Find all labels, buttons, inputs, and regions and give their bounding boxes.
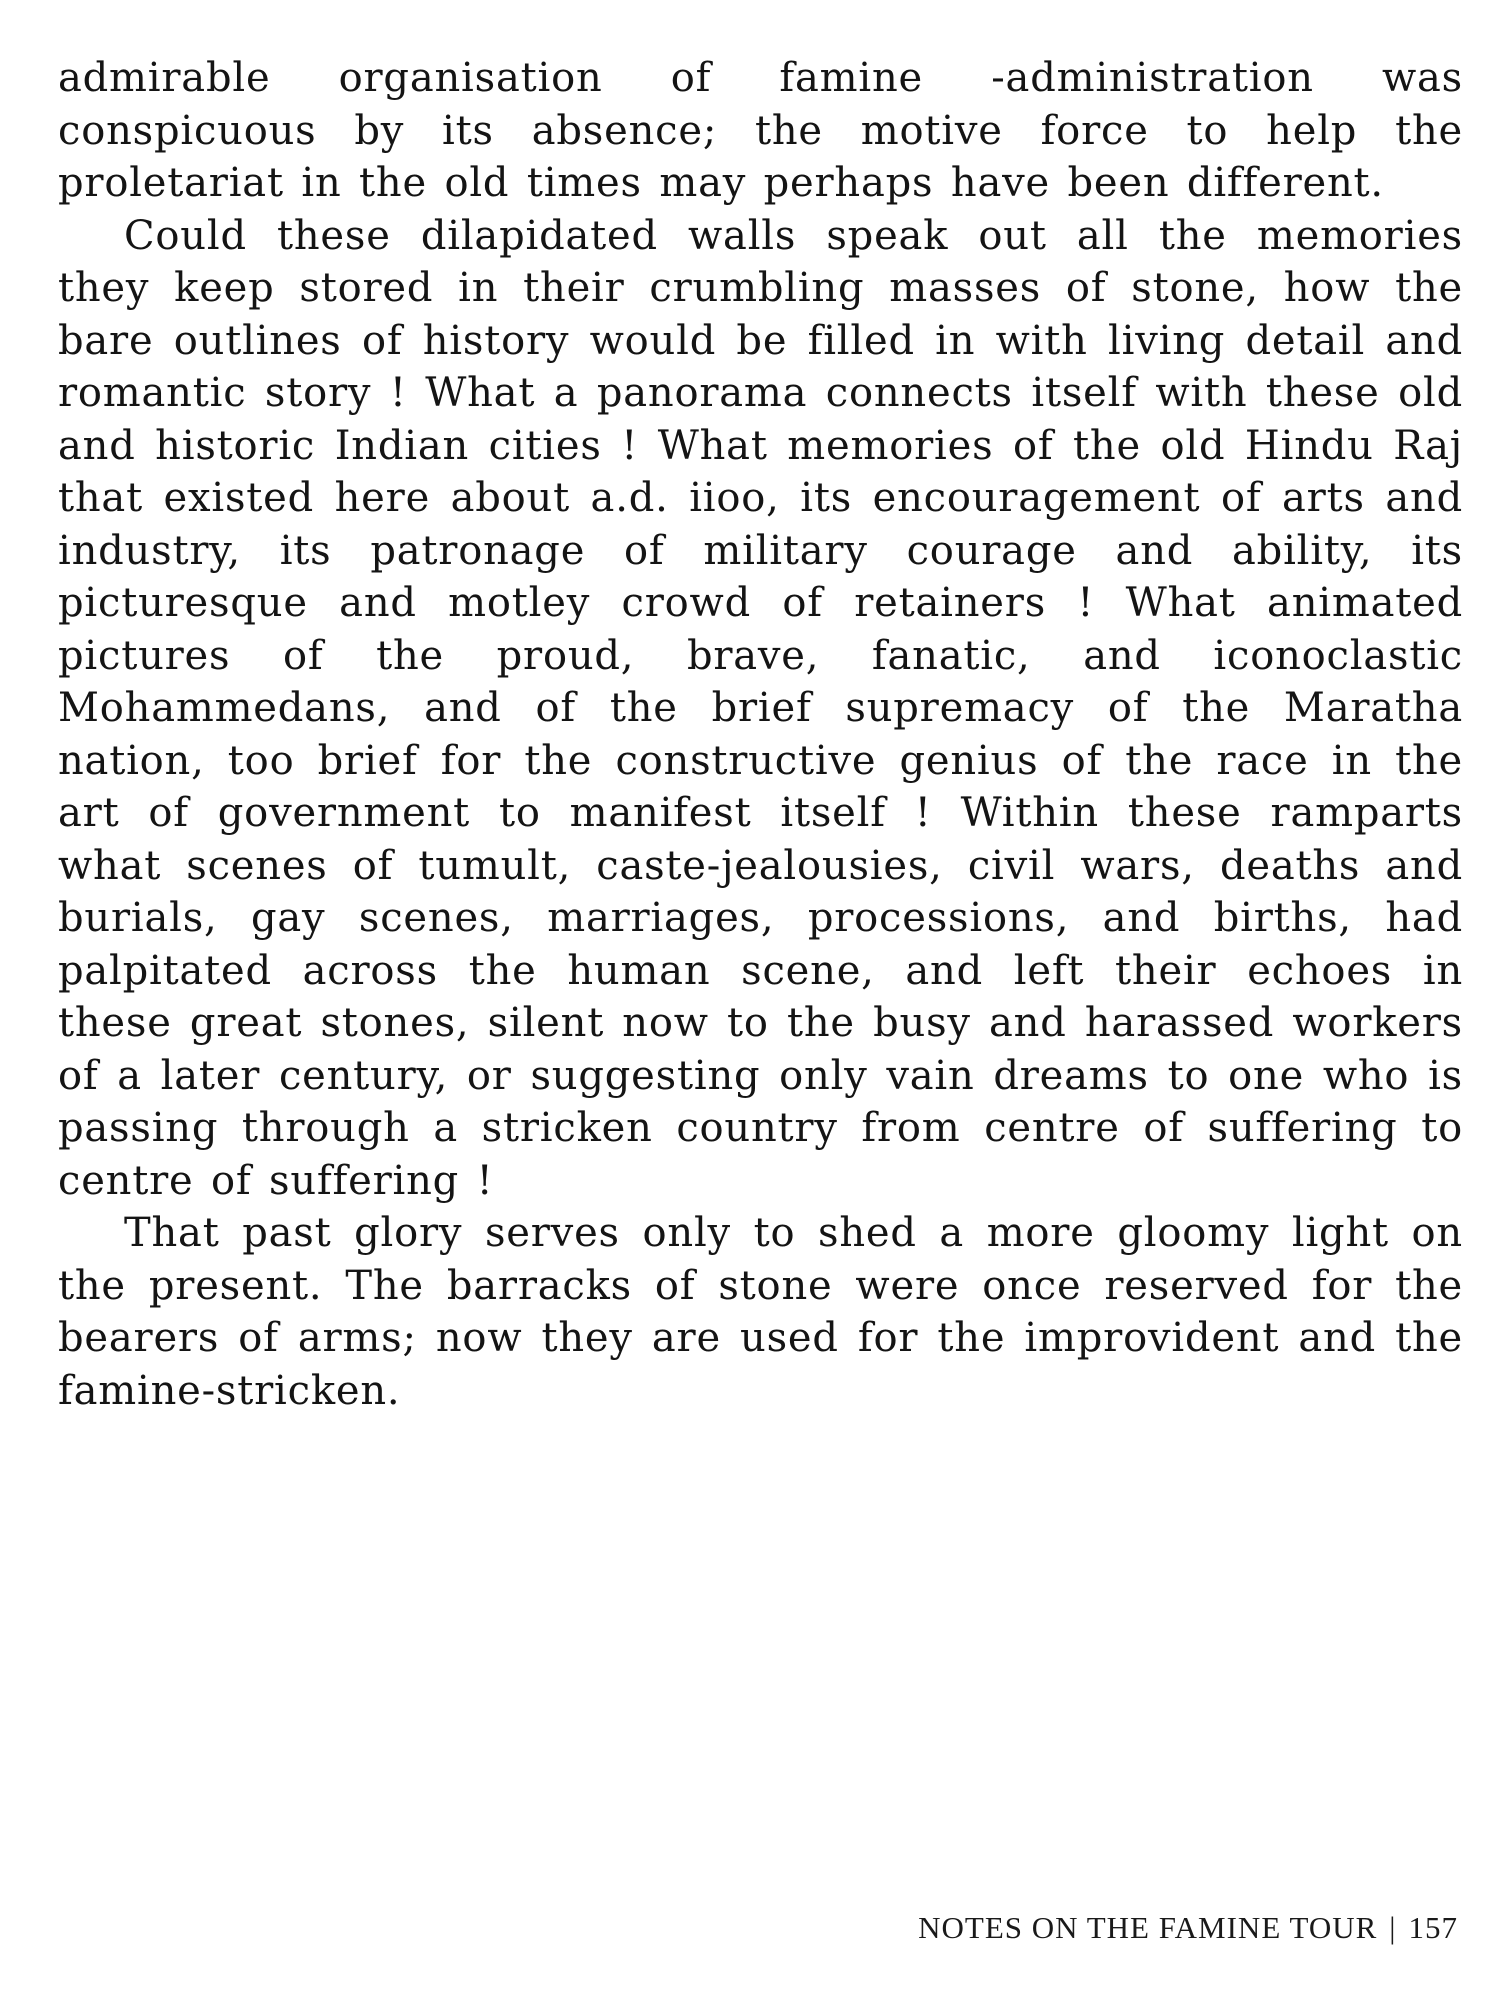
body-text	[58, 52, 1463, 1417]
page-number: 157	[1408, 1910, 1458, 1945]
paragraph-continued: admirable organisation of famine -administration was conspicuous by its absence; the motive force to help the proletariat in the old times may perhaps have been different.	[58, 55, 1463, 206]
footer-separator: |	[1389, 1910, 1397, 1945]
page-footer	[918, 1910, 1458, 1946]
running-title: NOTES ON THE FAMINE TOUR	[918, 1910, 1378, 1945]
paragraph-past-glory: That past glory serves only to shed a more gloomy light on the present. The barracks of stone were once reserved for the bearers of arms; now they are used for the improvident and the famine-stricken.	[58, 1210, 1463, 1414]
paragraph-walls-memories: Could these dilapidated walls speak out all the memories they keep stored in their crumbling masses of stone, how the bare outlines of history would be filled in with living detail and romantic story ! What a panorama connects itself with these old and historic Indian cities ! What memories of the old Hindu Raj that existed here about a.d. iioo, its encouragement of arts and industry, its patronage of military courage and ability, its picturesque and motley crowd of retainers ! What animated pictures of the proud, brave, fanatic, and iconoclastic Mohammedans, and of the brief supremacy of the Maratha nation, too brief for the constructive genius of the race in the art of government to manifest itself ! Within these ramparts what scenes of tumult, caste-jealousies, civil wars, deaths and burials, gay scenes, marriages, processions, and births, had palpitated across the human scene, and left their echoes in these great stones, silent now to the busy and harassed workers of a later century, or suggesting only vain dreams to one who is passing through a stricken country from centre of suffering to centre of suffering !	[58, 212, 1463, 1204]
